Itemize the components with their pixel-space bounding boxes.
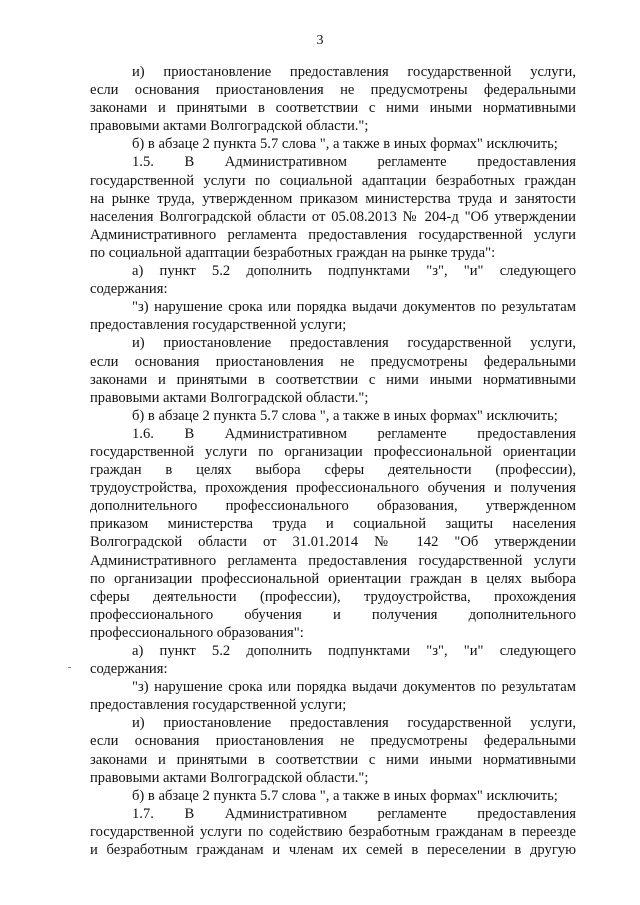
text-line: Административного регламента предоставления государственной услуги: [90, 226, 576, 243]
text-line: и безработным гражданам и членам их семей в переселении в другую: [90, 842, 576, 859]
document-body: [90, 63, 576, 859]
text-line: Административного регламента предоставления государственной услуги: [90, 552, 576, 569]
text-line: "з) нарушение срока или порядка выдачи документов по результатам: [132, 679, 576, 696]
text-line: если основания приостановления не предусмотрены федеральными: [90, 82, 576, 99]
text-line: населения Волгоградской области от 05.08.2013 № 204-д "Об утверждении: [90, 208, 576, 225]
text-line: по организации профессиональной ориентации граждан в целях выбора: [90, 570, 576, 587]
text-line: содержания:: [90, 661, 168, 678]
text-line: и) приостановление предоставления государственной услуги,: [132, 715, 576, 732]
text-line: Волгоградской области от 31.01.2014 № 142 "Об утверждении: [90, 534, 576, 551]
text-line: государственной услуги по социальной адаптации безработных граждан: [90, 172, 576, 189]
text-line: по социальной адаптации безработных граждан на рынке труда":: [90, 244, 496, 261]
text-line: б) в абзаце 2 пункта 5.7 слова ", а также в иных формах" исключить;: [132, 136, 558, 153]
text-line: правовыми актами Волгоградской области.";: [90, 389, 369, 406]
text-line: профессионального образования":: [90, 624, 304, 641]
text-line: а) пункт 5.2 дополнить подпунктами "з", "и" следующего: [132, 643, 576, 659]
text-line: и) приостановление предоставления государственной услуги,: [132, 64, 576, 80]
text-line: законами и принятыми в соответствии с ними иными нормативными: [90, 100, 576, 117]
text-line: предоставления государственной услуги;: [90, 317, 347, 334]
text-line: "з) нарушение срока или порядка выдачи документов по результатам: [132, 299, 576, 316]
text-line: содержания:: [90, 281, 168, 298]
text-line: 1.7. В Административном регламенте предоставления: [132, 805, 576, 822]
text-line: профессионального обучения и получения дополнительного: [90, 606, 576, 623]
text-line: если основания приостановления не предусмотрены федеральными: [90, 733, 576, 750]
text-line: 1.5. В Административном регламенте предоставления: [132, 154, 576, 171]
text-line: на рынке труда, утвержденном приказом министерства труда и занятости: [90, 190, 576, 207]
text-line: б) в абзаце 2 пункта 5.7 слова ", а также в иных формах" исключить;: [132, 787, 558, 804]
text-line: если основания приостановления не предусмотрены федеральными: [90, 353, 576, 370]
text-line: 1.6. В Административном регламенте предоставления: [132, 425, 576, 442]
text-line: предоставления государственной услуги;: [90, 697, 347, 714]
text-line: сферы деятельности (профессии), трудоустройства, прохождения: [90, 588, 576, 605]
scan-mark: [68, 667, 71, 668]
text-line: приказом министерства труда и социальной защиты населения: [90, 516, 576, 533]
text-line: правовыми актами Волгоградской области.";: [90, 769, 369, 786]
text-line: граждан в целях выбора сферы деятельности (профессии),: [90, 462, 576, 479]
text-line: законами и принятыми в соответствии с ними иными нормативными: [90, 371, 576, 388]
text-line: и) приостановление предоставления государственной услуги,: [132, 335, 576, 352]
text-line: а) пункт 5.2 дополнить подпунктами "з", "и" следующего: [132, 263, 576, 280]
text-line: государственной услуги по организации профессиональной ориентации: [90, 443, 576, 460]
text-line: законами и принятыми в соответствии с ними иными нормативными: [90, 751, 576, 768]
page-number: 3: [316, 33, 324, 48]
text-line: государственной услуги по содействию безработным гражданам в переезде: [90, 823, 576, 840]
text-line: трудоустройства, прохождения профессионального обучения и получения: [90, 480, 576, 497]
text-line: правовыми актами Волгоградской области.";: [90, 118, 369, 135]
text-line: б) в абзаце 2 пункта 5.7 слова ", а также в иных формах" исключить;: [132, 407, 558, 424]
text-line: дополнительного профессионального образования, утвержденном: [90, 498, 576, 515]
